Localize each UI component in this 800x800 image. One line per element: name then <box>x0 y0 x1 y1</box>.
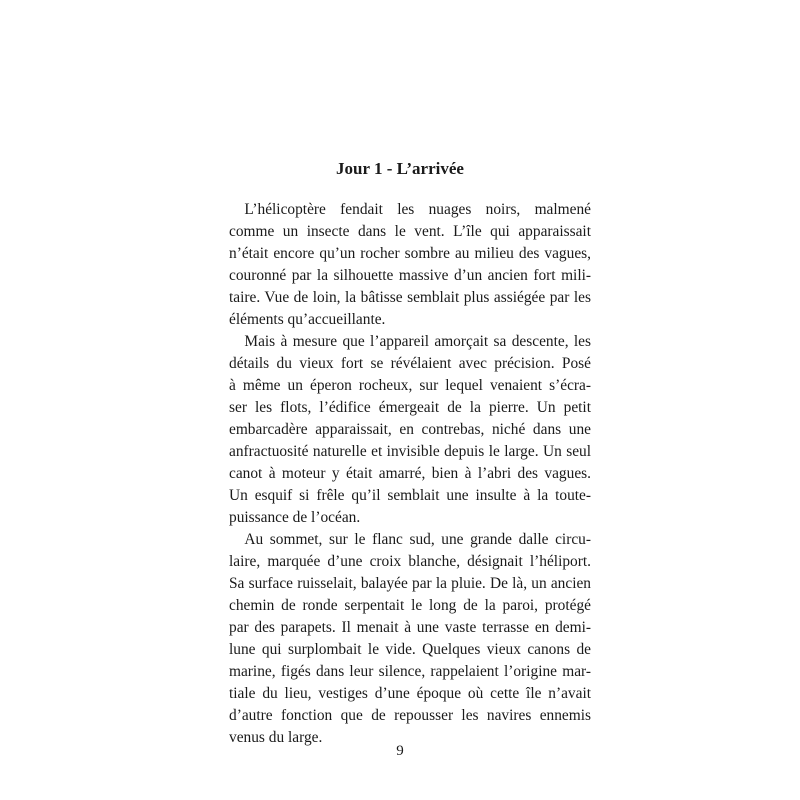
text-line: Au sommet, sur le flanc sud, une grande dalle circu- <box>244 531 591 548</box>
text-line: lune qui surplombait le vide. Quelques vieux canons de <box>229 641 591 658</box>
text-line: anfractuosité naturelle et invisible depuis le large. Un seul <box>229 443 591 460</box>
text-line: embarcadère apparaissait, en contrebas, niché dans une <box>229 421 591 438</box>
text-line: éléments qu’accueillante. <box>229 311 386 328</box>
text-line: marine, figés dans leur silence, rappelaient l’origine mar- <box>229 663 591 680</box>
text-line: puissance de l’océan. <box>229 509 361 526</box>
text-line: comme un insecte dans le vent. L’île qui apparaissait <box>229 223 591 240</box>
text-line: à même un éperon rocheux, sur lequel venaient s’écra- <box>229 377 591 394</box>
text-line: couronné par la silhouette massive d’un ancien fort mili- <box>229 267 591 284</box>
text-line: n’était encore qu’un rocher sombre au milieu des vagues, <box>229 245 591 262</box>
text-line: d’autre fonction que de repousser les navires ennemis <box>229 707 591 724</box>
page-number: 9 <box>396 743 404 759</box>
chapter-body <box>229 199 591 749</box>
text-line: canot à moteur y était amarré, bien à l’abri des vagues. <box>229 465 591 482</box>
text-line: venus du large. <box>229 729 323 746</box>
text-line: Mais à mesure que l’appareil amorçait sa descente, les <box>244 333 591 350</box>
chapter-title: Jour 1 - L’arrivée <box>336 159 464 178</box>
text-line: détails du vieux fort se révélaient avec précision. Posé <box>229 355 591 372</box>
text-line: par des parapets. Il menait à une vaste terrasse en demi- <box>229 619 591 636</box>
text-line: tiale du lieu, vestiges d’une époque où cette île n’avait <box>229 685 591 702</box>
text-line: chemin de ronde serpentait le long de la paroi, protégé <box>229 597 591 614</box>
text-line: L’hélicoptère fendait les nuages noirs, malmené <box>244 201 591 218</box>
text-line: taire. Vue de loin, la bâtisse semblait plus assiégée par les <box>229 289 591 306</box>
text-line: Sa surface ruisselait, balayée par la pluie. De là, un ancien <box>229 575 591 592</box>
text-line: ser les flots, l’édifice émergeait de la pierre. Un petit <box>229 399 591 416</box>
text-line: Un esquif si frêle qu’il semblait une insulte à la toute- <box>229 487 591 504</box>
text-line: laire, marquée d’une croix blanche, désignait l’héliport. <box>229 553 591 570</box>
